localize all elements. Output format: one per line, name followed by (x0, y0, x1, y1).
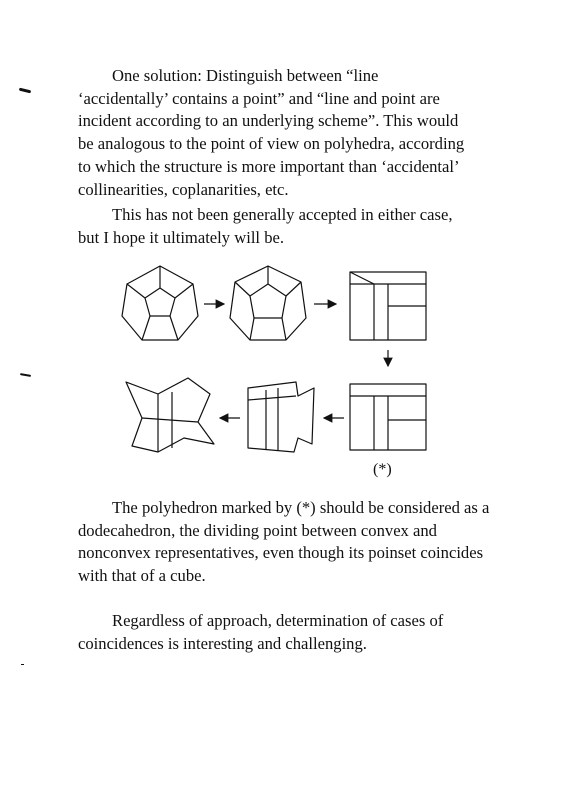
starred-polyhedron-label: (*) (373, 461, 392, 478)
text-line: with that of a cube. (78, 566, 206, 586)
text-line: nonconvex representatives, even though its poinset coincides (78, 543, 484, 563)
paragraph-regardless (78, 610, 518, 655)
text-line: dodecahedron, the dividing point between convex and (78, 520, 437, 540)
starred-cube (350, 384, 426, 450)
nonconvex-polyhedron-2 (126, 378, 214, 452)
scan-mark (20, 373, 31, 377)
text-line: Regardless of approach, determination of cases of (112, 611, 444, 630)
polyhedra-figure (118, 262, 448, 462)
text-line: incident according to an underlying scheme”. This would (78, 111, 459, 131)
text-line: be analogous to the point of view on polyhedra, according (78, 134, 465, 154)
text-line: This has not been generally accepted in either case, (112, 205, 453, 224)
paragraph-not-accepted (78, 204, 518, 249)
quasi-cube-1 (350, 272, 426, 340)
paragraph-dodecahedron (78, 497, 518, 588)
text-line: One solution: Distinguish between “line (112, 66, 379, 85)
scan-mark (19, 88, 31, 94)
nonconvex-polyhedron-1 (248, 382, 314, 452)
paragraph-one-solution (78, 65, 518, 201)
text-line: ‘accidentally’ contains a point” and “line and point are (78, 88, 440, 108)
text-line: but I hope it ultimately will be. (78, 227, 285, 247)
dodecahedron-2 (230, 266, 306, 340)
dodecahedron-1 (122, 266, 198, 340)
text-line: collinearities, coplanarities, etc. (78, 179, 289, 199)
text-line: coincidences is interesting and challenging. (78, 633, 367, 653)
text-line: to which the structure is more important than ‘accidental’ (78, 156, 460, 176)
scan-mark (21, 664, 24, 665)
text-line: The polyhedron marked by (*) should be considered as a (112, 498, 490, 517)
